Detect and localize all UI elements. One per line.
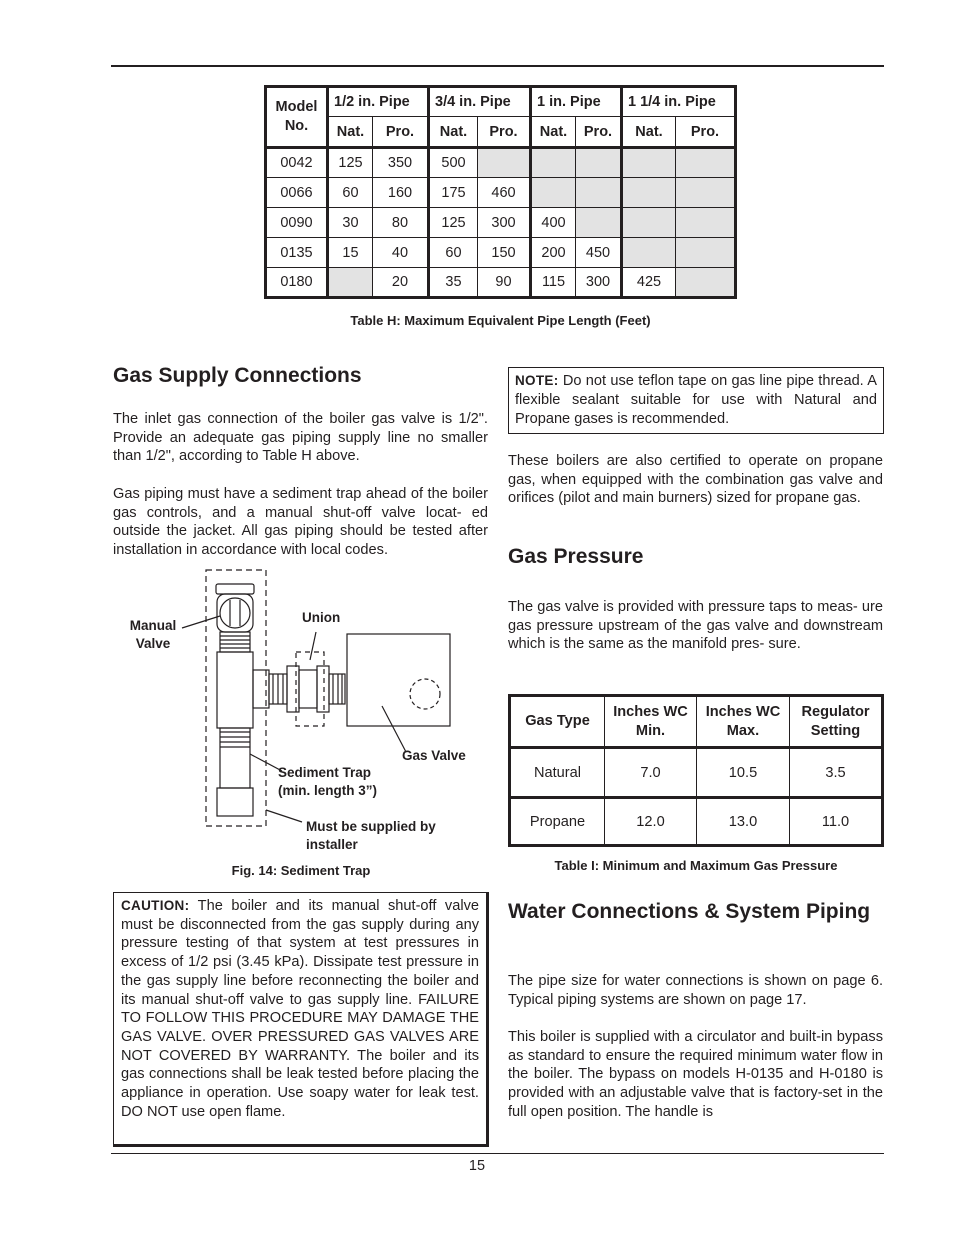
model-cell: 0066 (266, 178, 328, 208)
wc-max-cell: 13.0 (697, 798, 790, 846)
gas-pressure-table (508, 694, 884, 847)
table-row (266, 148, 736, 178)
sub-header: Pro. (478, 117, 531, 148)
length-cell: 125 (328, 148, 373, 178)
regulator-header: Regulator Setting (790, 696, 883, 748)
regulator-cell: 11.0 (790, 798, 883, 846)
gas-supply-paragraph-1: The inlet gas connection of the boiler gas valve is 1/2". Provide an adequate gas piping supply line no smaller than 1/2", according to Table H above. (113, 411, 488, 465)
length-cell: 460 (478, 178, 531, 208)
length-cell (676, 178, 736, 208)
union-label: Union (302, 610, 341, 625)
top-rule (111, 65, 884, 67)
water-paragraph-2: This boiler is supplied with a circulator and built-in bypass as standard to ensure the required minimum water flow in the boiler. The bypass on models H-0135 and H-0180 is provided with an adjustable valve that is factory-set in the full open position. The handle is (508, 1029, 883, 1120)
length-cell: 150 (478, 238, 531, 268)
length-cell: 40 (373, 238, 429, 268)
note-lead: NOTE: (515, 373, 559, 388)
length-cell: 80 (373, 208, 429, 238)
model-cell: 0042 (266, 148, 328, 178)
sub-header: Pro. (576, 117, 622, 148)
pipe-length-table (264, 85, 737, 299)
wc-min-header: Inches WC Min. (605, 696, 697, 748)
length-cell: 35 (429, 268, 478, 298)
pipe-header: 1/2 in. Pipe (328, 87, 429, 117)
table-i-caption: Table I: Minimum and Maximum Gas Pressure (554, 858, 838, 873)
table-row (266, 268, 736, 298)
length-cell: 400 (531, 208, 576, 238)
model-cell: 0135 (266, 238, 328, 268)
model-cell: 0090 (266, 208, 328, 238)
wc-min-cell: 7.0 (605, 748, 697, 798)
gas-pressure-paragraph: The gas valve is provided with pressure taps to meas- ure gas pressure upstream of the gas valve and downstream which is the same as the manifold pres- sure. (508, 599, 883, 653)
note-text: Do not use teflon tape on gas line pipe thread. A flexible sealant suitable for use with Natural and Propane gases is recommended. (515, 373, 877, 427)
length-cell (576, 148, 622, 178)
length-cell (676, 208, 736, 238)
note-box (508, 367, 884, 434)
wc-max-cell: 10.5 (697, 748, 790, 798)
length-cell: 115 (531, 268, 576, 298)
sub-header: Pro. (676, 117, 736, 148)
manual-valve-label: Manual Valve (129, 618, 177, 651)
length-cell: 350 (373, 148, 429, 178)
length-cell (622, 238, 676, 268)
length-cell: 125 (429, 208, 478, 238)
length-cell: 300 (576, 268, 622, 298)
regulator-cell: 3.5 (790, 748, 883, 798)
length-cell: 20 (373, 268, 429, 298)
length-cell (676, 238, 736, 268)
water-connections-heading: Water Connections & System Piping (508, 900, 871, 923)
sub-header: Pro. (373, 117, 429, 148)
gas-pressure-heading: Gas Pressure (508, 545, 644, 568)
length-cell: 30 (328, 208, 373, 238)
table-h-caption: Table H: Maximum Equivalent Pipe Length (Feet) (350, 313, 651, 328)
length-cell (531, 148, 576, 178)
sub-header: Nat. (622, 117, 676, 148)
sub-header: Nat. (531, 117, 576, 148)
length-cell: 425 (622, 268, 676, 298)
length-cell (676, 148, 736, 178)
length-cell: 450 (576, 238, 622, 268)
sediment-trap-label: Sediment Trap (min. length 3”) (278, 765, 377, 798)
installer-supplied-label: Must be supplied by installer (306, 819, 436, 852)
length-cell (576, 208, 622, 238)
length-cell: 300 (478, 208, 531, 238)
length-cell: 160 (373, 178, 429, 208)
table-row (266, 208, 736, 238)
length-cell (622, 148, 676, 178)
water-paragraph-1: The pipe size for water connections is shown on page 6. Typical piping systems are shown on page 17. (508, 973, 883, 1008)
table-row (510, 798, 883, 846)
gas-supply-heading: Gas Supply Connections (113, 364, 362, 387)
length-cell: 60 (328, 178, 373, 208)
model-header: Model No. (266, 87, 328, 148)
gas-valve-label: Gas Valve (402, 748, 466, 763)
gas-supply-paragraph-2: Gas piping must have a sediment trap ahead of the boiler gas controls, and a manual shut-off valve locat- ed outside the jacket. All gas piping should be tested after installation in accordance with local codes. (113, 486, 488, 559)
gas-type-cell: Natural (510, 748, 605, 798)
pipe-header: 1 in. Pipe (531, 87, 622, 117)
length-cell: 175 (429, 178, 478, 208)
bottom-rule (111, 1153, 884, 1154)
length-cell (576, 178, 622, 208)
propane-paragraph: These boilers are also certified to operate on propane gas, when equipped with the combination gas valve and orifices (pilot and main burners) sized for propane gas. (508, 453, 883, 507)
length-cell (622, 178, 676, 208)
table-row (510, 748, 883, 798)
length-cell: 90 (478, 268, 531, 298)
table-row (266, 238, 736, 268)
length-cell (531, 178, 576, 208)
figure-caption: Fig. 14: Sediment Trap (231, 863, 371, 878)
sub-header: Nat. (328, 117, 373, 148)
length-cell: 500 (429, 148, 478, 178)
length-cell: 60 (429, 238, 478, 268)
page-number: 15 (468, 1158, 486, 1174)
length-cell (328, 268, 373, 298)
gas-type-cell: Propane (510, 798, 605, 846)
sub-header: Nat. (429, 117, 478, 148)
sediment-trap-figure (120, 566, 490, 856)
gas-type-header: Gas Type (510, 696, 605, 748)
length-cell (622, 208, 676, 238)
caution-text: The boiler and its manual shut-off valve must be disconnected from the gas supply during any pressure testing of that system at test pressures in excess of 1/2 psi (3.45 kPa). Dissipate test pressure in the gas supply line before reconnecting the boiler and its manual shut-off valve to gas supply line. FAILURE TO FOLLOW THIS PROCEDURE MAY DAMAGE THE GAS VALVE. OVER PRESSURED GAS VALVES ARE NOT COVERED BY WARRANTY. The boiler and its gas connections shall be leak tested before placing the appliance in operation. Use soapy water for leak test. DO NOT use open flame. (121, 898, 479, 1120)
pipe-header: 3/4 in. Pipe (429, 87, 531, 117)
length-cell: 200 (531, 238, 576, 268)
wc-min-cell: 12.0 (605, 798, 697, 846)
caution-box (113, 892, 489, 1147)
length-cell (676, 268, 736, 298)
pipe-header: 1 1/4 in. Pipe (622, 87, 736, 117)
length-cell (478, 148, 531, 178)
caution-lead: CAUTION: (121, 898, 190, 913)
pipe-length-table-body (266, 148, 736, 298)
wc-max-header: Inches WC Max. (697, 696, 790, 748)
length-cell: 15 (328, 238, 373, 268)
model-cell: 0180 (266, 268, 328, 298)
table-row (266, 178, 736, 208)
